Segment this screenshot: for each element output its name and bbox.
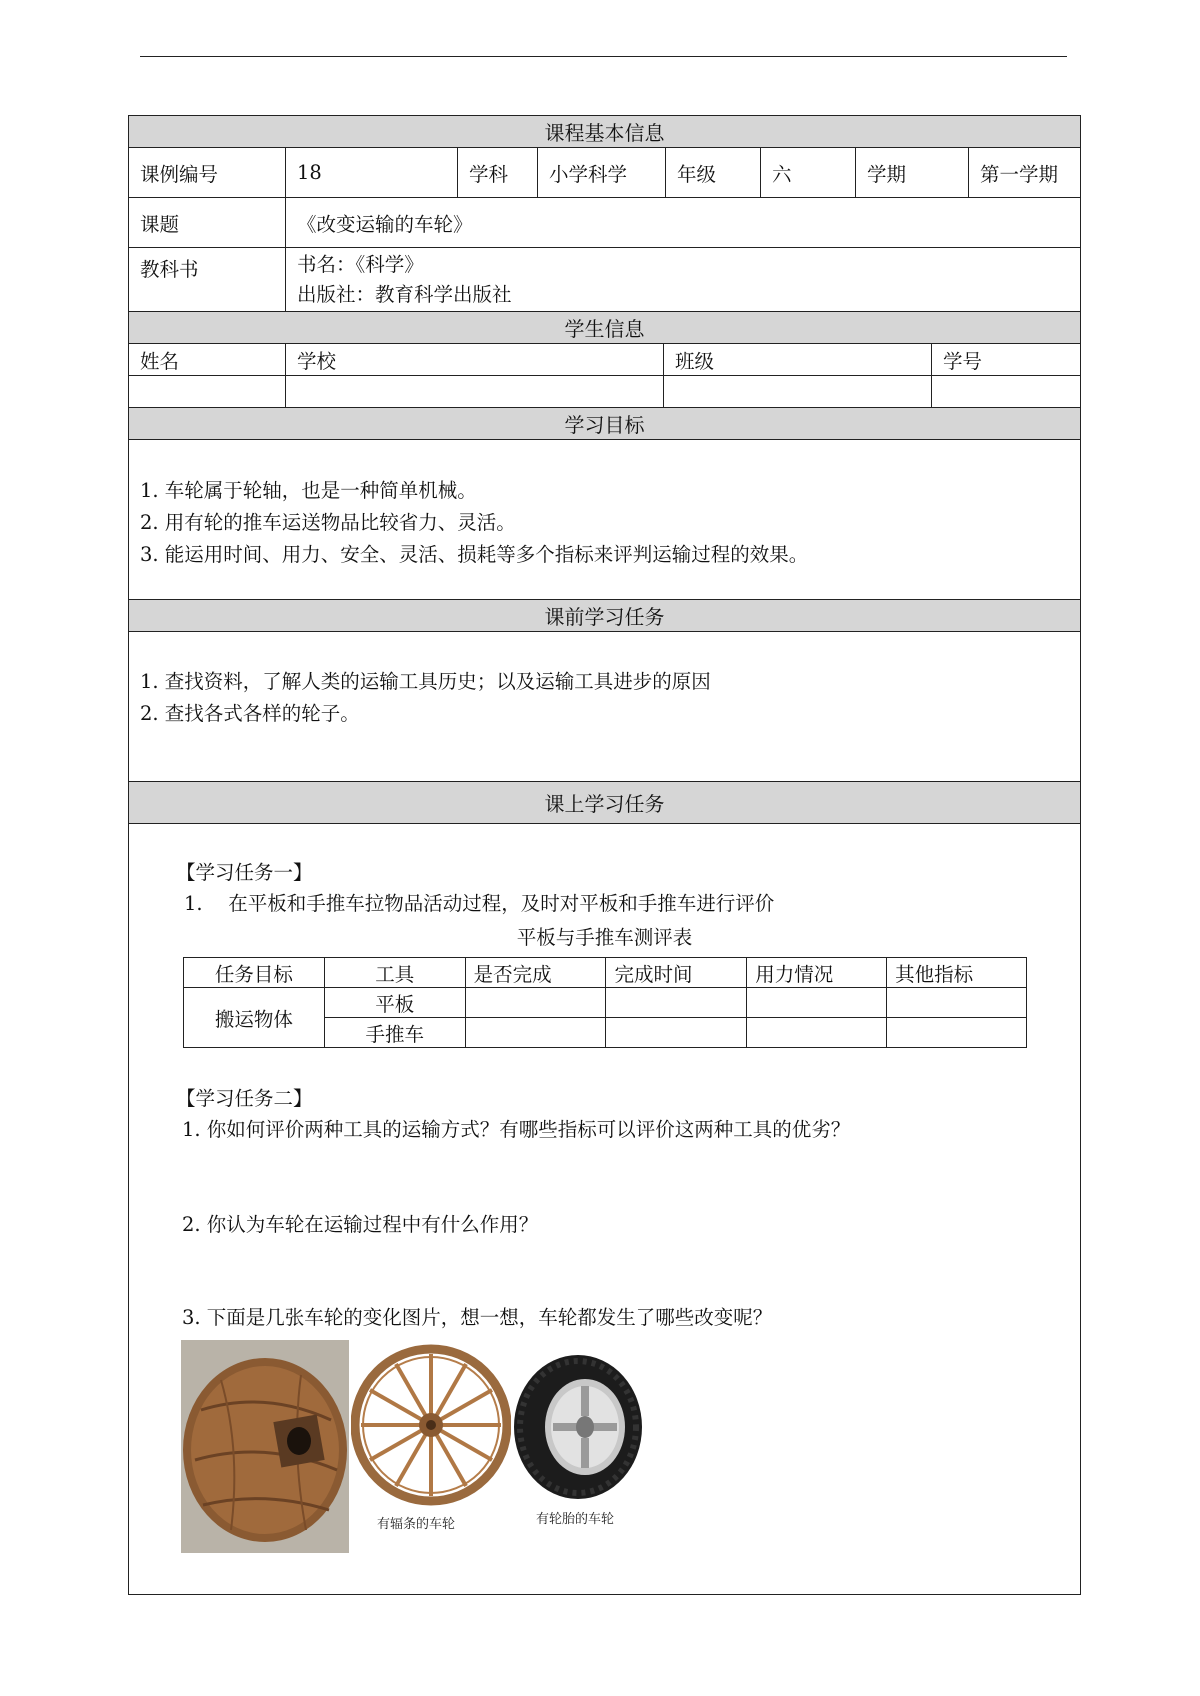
spoked-wheel-caption: 有辐条的车轮	[377, 1517, 456, 1532]
textbook-label: 教科书	[129, 248, 286, 311]
column-header: 用力情况	[747, 958, 887, 988]
textbook-info	[286, 248, 1079, 311]
page-header-rule	[140, 56, 1067, 57]
course-info-header: 课程基本信息	[129, 116, 1080, 148]
school-label: 学校	[286, 344, 664, 375]
student-number-field[interactable]	[932, 376, 1079, 407]
lesson-sheet	[128, 115, 1081, 1595]
student-info-labels	[129, 344, 1080, 376]
grade-label: 年级	[666, 148, 761, 197]
column-header: 任务目标	[184, 958, 325, 988]
preclass-body	[129, 632, 1080, 782]
name-field[interactable]	[129, 376, 286, 407]
course-info-row	[129, 148, 1080, 198]
column-header: 是否完成	[465, 958, 606, 988]
textbook-publisher: 出版社：教育科学出版社	[297, 283, 512, 306]
preclass-item-2: 2. 查找各式各样的轮子。	[140, 702, 360, 725]
evaluation-table	[183, 957, 1027, 1048]
term-value: 第一学期	[980, 162, 1059, 186]
table-row	[184, 988, 1027, 1018]
task2-question-2: 2. 你认为车轮在运输过程中有什么作用？	[182, 1213, 539, 1236]
task1-item: 1. 在平板和手推车拉物品活动过程，及时对平板和手推车进行评价	[184, 892, 775, 915]
solid-wood-wheel-image	[181, 1340, 349, 1553]
force-cell[interactable]	[747, 988, 887, 1018]
student-info-header: 学生信息	[129, 312, 1080, 344]
class-label: 班级	[664, 344, 932, 375]
completed-cell[interactable]	[465, 988, 606, 1018]
tire-wheel-caption: 有轮胎的车轮	[536, 1512, 615, 1527]
objective-item-3: 3. 能运用时间、用力、安全、灵活、损耗等多个指标来评判运输过程的效果。	[140, 543, 809, 566]
tool-cell-cart: 手推车	[324, 1018, 465, 1048]
column-header: 工具	[324, 958, 465, 988]
table-header-row	[184, 958, 1027, 988]
student-info-blank-row	[129, 376, 1080, 408]
task1-title: 【学习任务一】	[176, 861, 313, 884]
class-field[interactable]	[664, 376, 932, 407]
preclass-item-1: 1. 查找资料，了解人类的运输工具历史；以及运输工具进步的原因	[140, 670, 711, 693]
task2-question-3: 3. 下面是几张车轮的变化图片，想一想，车轮都发生了哪些改变呢？	[182, 1306, 773, 1329]
textbook-name: 书名：《科学》	[297, 253, 424, 276]
lesson-id-value: 18	[286, 148, 458, 197]
objective-item-2: 2. 用有轮的推车运送物品比较省力、灵活。	[140, 511, 516, 534]
preclass-header: 课前学习任务	[129, 600, 1080, 632]
term-label: 学期	[856, 148, 969, 197]
task2-question-1: 1. 你如何评价两种工具的运输方式？有哪些指标可以评价这两种工具的优劣？	[182, 1118, 851, 1141]
other-cell[interactable]	[887, 1018, 1027, 1048]
completed-cell[interactable]	[465, 1018, 606, 1048]
tire-wheel-image	[511, 1352, 645, 1502]
task-target-cell: 搬运物体	[184, 988, 325, 1048]
force-cell[interactable]	[747, 1018, 887, 1048]
task2-title: 【学习任务二】	[176, 1087, 313, 1110]
other-cell[interactable]	[887, 988, 1027, 1018]
topic-value: 《改变运输的车轮》	[297, 212, 473, 236]
subject-value: 小学科学	[538, 148, 666, 197]
topic-row	[129, 198, 1080, 248]
name-label: 姓名	[129, 344, 286, 375]
grade-value: 六	[761, 148, 856, 197]
tool-cell-flatboard: 平板	[324, 988, 465, 1018]
textbook-row	[129, 248, 1080, 312]
lesson-id-label: 课例编号	[129, 148, 286, 197]
column-header: 完成时间	[606, 958, 747, 988]
time-cell[interactable]	[606, 988, 747, 1018]
spoked-wheel-image	[351, 1340, 511, 1510]
school-field[interactable]	[286, 376, 664, 407]
topic-label: 课题	[129, 198, 286, 247]
eval-table-title: 平板与手推车测评表	[516, 926, 693, 949]
objectives-header: 学习目标	[129, 408, 1080, 440]
inclass-header: 课上学习任务	[129, 782, 1080, 824]
student-number-label: 学号	[943, 349, 983, 373]
time-cell[interactable]	[606, 1018, 747, 1048]
column-header: 其他指标	[887, 958, 1027, 988]
objective-item-1: 1. 车轮属于轮轴，也是一种简单机械。	[140, 479, 477, 502]
subject-label: 学科	[458, 148, 538, 197]
objectives-body	[129, 440, 1080, 600]
